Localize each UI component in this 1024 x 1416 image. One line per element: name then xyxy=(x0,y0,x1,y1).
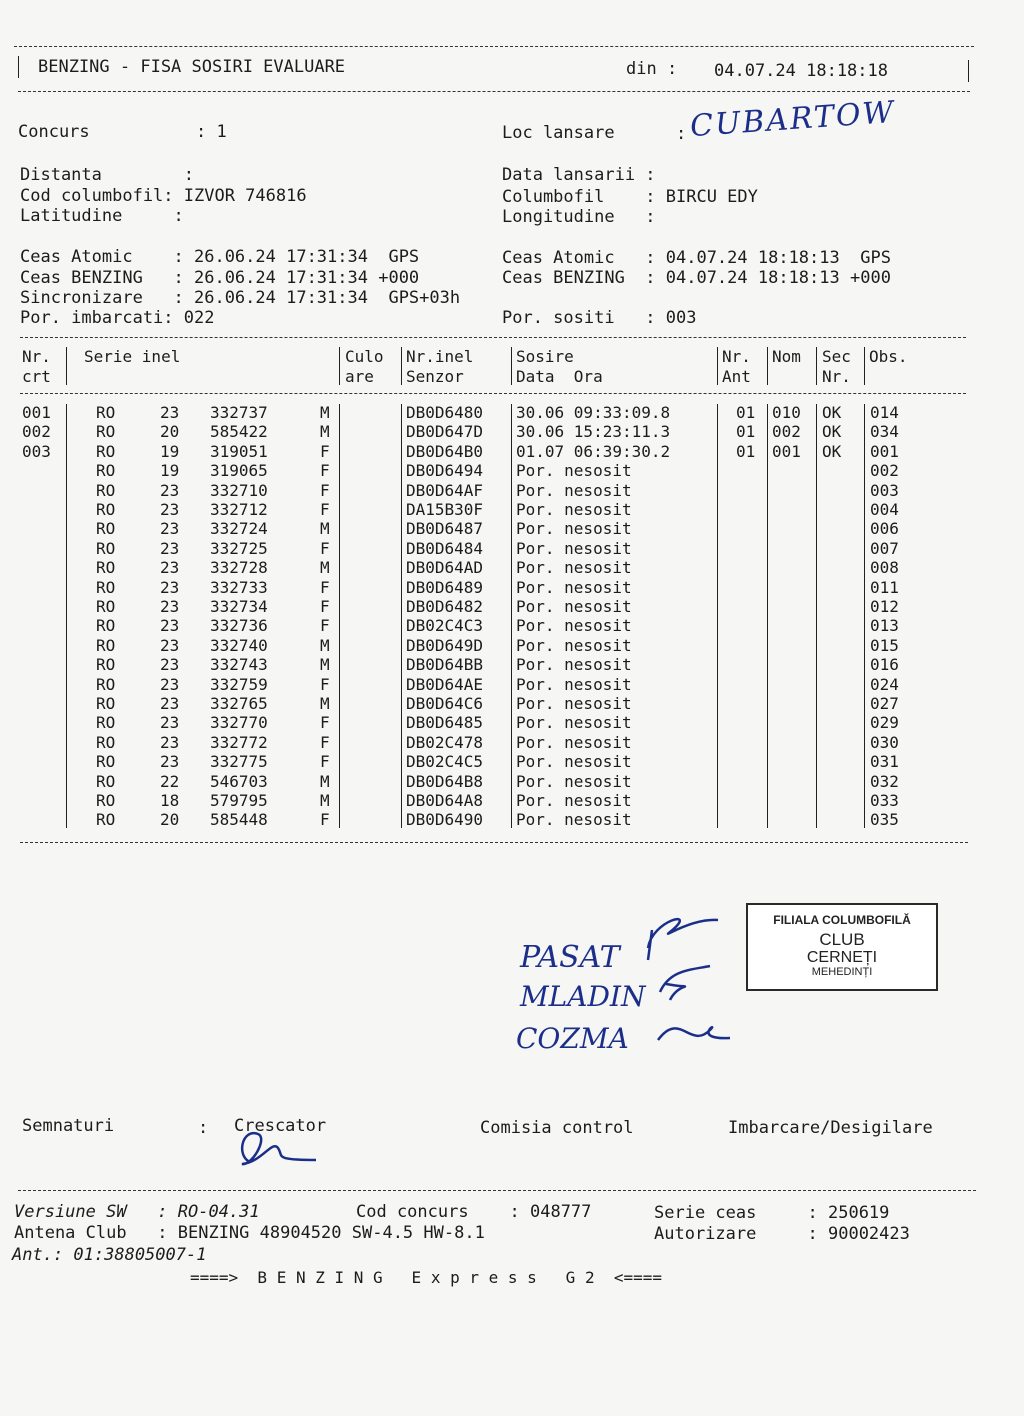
row-year: 23 xyxy=(160,635,180,655)
row-obs: 007 xyxy=(870,538,899,558)
row-country: RO xyxy=(96,791,116,810)
row-sensor: DB0D64AD xyxy=(406,558,484,578)
row-year: 23 xyxy=(160,538,180,558)
row-year: 23 xyxy=(160,403,180,422)
table-row xyxy=(0,578,1024,598)
stamp-line-4: MEHEDINȚI xyxy=(811,966,873,978)
row-sensor: DB0D64AE xyxy=(406,674,484,694)
row-obs: 006 xyxy=(870,519,899,539)
row-sensor: DB0D6485 xyxy=(406,713,484,733)
row-arrival: Por. nesosit xyxy=(516,577,632,597)
crescator-label: Crescator xyxy=(234,1116,327,1136)
row-year: 23 xyxy=(160,577,180,597)
row-country: RO xyxy=(96,616,116,636)
row-antenna: 01 xyxy=(736,403,756,422)
col-header-sec: Sec xyxy=(822,347,851,366)
row-sex: F xyxy=(320,500,330,519)
col-sep xyxy=(717,347,718,385)
row-arrival: Por. nesosit xyxy=(516,713,632,733)
table-row xyxy=(0,500,1024,520)
row-sensor: DB0D64B8 xyxy=(406,771,484,791)
row-ring-number: 332710 xyxy=(210,480,268,500)
row-country: RO xyxy=(96,597,116,616)
row-sensor: DB0D6490 xyxy=(406,810,484,830)
row-nom: 001 xyxy=(772,441,801,461)
row-sex: F xyxy=(320,577,330,597)
stamp-line-2: CLUB xyxy=(819,930,865,949)
longitudine: Longitudine : xyxy=(502,207,656,227)
row-obs: 032 xyxy=(870,771,899,791)
columbofil: Columbofil : BIRCU EDY xyxy=(502,187,758,207)
table-row xyxy=(0,636,1024,656)
handwritten-name-2: MLADIN xyxy=(520,980,646,1013)
table-row xyxy=(0,694,1024,714)
row-sensor: DB0D64C6 xyxy=(406,694,484,713)
stamp-line-3: CERNEȚI xyxy=(806,949,878,966)
row-ring-number: 332775 xyxy=(210,752,268,772)
table-row xyxy=(0,519,1024,539)
row-sensor: DB0D6487 xyxy=(406,519,484,539)
row-sex: F xyxy=(320,713,330,733)
latitudine: Latitudine : xyxy=(20,206,184,226)
row-year: 19 xyxy=(160,461,180,481)
row-arrival: Por. nesosit xyxy=(516,538,632,558)
autorizare: Autorizare : 90002423 xyxy=(654,1224,910,1244)
row-ring-number: 332765 xyxy=(210,694,268,713)
col-sep xyxy=(66,347,67,385)
distanta: Distanta : xyxy=(20,165,194,185)
col-sep xyxy=(339,347,340,385)
row-year: 23 xyxy=(160,558,180,578)
din-label: din : xyxy=(626,59,678,79)
table-row xyxy=(0,539,1024,559)
row-arrival: Por. nesosit xyxy=(516,810,632,830)
col-header-sosire: Sosire xyxy=(516,347,574,366)
row-ring-number: 332743 xyxy=(210,655,268,675)
col-header-obs: Obs. xyxy=(869,347,908,366)
row-sex: F xyxy=(320,674,330,694)
document-title: BENZING - FISA SOSIRI EVALUARE xyxy=(38,57,346,77)
row-sensor: DB0D64AF xyxy=(406,480,484,500)
row-obs: 013 xyxy=(870,616,899,636)
versiune-sw: Versiune SW : RO-04.31 xyxy=(14,1202,260,1222)
row-obs: 003 xyxy=(870,480,899,500)
table-row xyxy=(0,616,1024,636)
divider xyxy=(20,337,966,338)
handwritten-name-1: PASAT xyxy=(520,940,620,975)
row-arrival: Por. nesosit xyxy=(516,519,632,539)
row-sensor: DB0D6494 xyxy=(406,461,484,481)
row-obs: 035 xyxy=(870,810,899,830)
din-value: 04.07.24 18:18:18 xyxy=(714,61,888,81)
col-header-sec-nr: Nr. xyxy=(822,367,851,386)
row-sensor: DB02C4C5 xyxy=(406,752,484,772)
row-sensor: DB0D647D xyxy=(406,422,484,442)
row-ring-number: 332736 xyxy=(210,616,268,636)
row-sensor: DB0D649D xyxy=(406,635,484,655)
table-row xyxy=(0,772,1024,792)
row-year: 23 xyxy=(160,694,180,713)
row-year: 23 xyxy=(160,519,180,539)
row-sec: OK xyxy=(822,441,842,461)
row-obs: 029 xyxy=(870,713,899,733)
row-year: 23 xyxy=(160,732,180,752)
row-obs: 011 xyxy=(870,577,899,597)
row-sex: F xyxy=(320,732,330,752)
row-country: RO xyxy=(96,674,116,694)
row-year: 22 xyxy=(160,771,180,791)
row-ring-number: 332770 xyxy=(210,713,268,733)
divider xyxy=(20,393,966,394)
row-sensor: DB0D6480 xyxy=(406,403,484,422)
table-row xyxy=(0,752,1024,772)
row-arrival: Por. nesosit xyxy=(516,461,632,481)
row-sensor: DB0D6489 xyxy=(406,577,484,597)
antena-club: Antena Club : BENZING 48904520 SW-4.5 HW-8.1 xyxy=(14,1223,485,1243)
row-ring-number: 585422 xyxy=(210,422,268,442)
loc-lansare-value: CUBARTOW xyxy=(689,94,897,145)
row-year: 23 xyxy=(160,752,180,772)
row-nom: 010 xyxy=(772,403,801,422)
row-ring-number: 332772 xyxy=(210,732,268,752)
stamp-line-1: FILIALA COLUMBOFILĂ xyxy=(773,913,911,927)
row-ring-number: 332728 xyxy=(210,558,268,578)
row-country: RO xyxy=(96,732,116,752)
col-sep xyxy=(864,347,865,385)
row-sex: M xyxy=(320,422,330,442)
table-row xyxy=(0,461,1024,481)
row-ring-number: 585448 xyxy=(210,810,268,830)
sincronizare: Sincronizare : 26.06.24 17:31:34 GPS+03h xyxy=(20,288,461,308)
row-sec: OK xyxy=(822,403,842,422)
row-country: RO xyxy=(96,461,116,481)
row-ring-number: 332734 xyxy=(210,597,268,616)
table-row xyxy=(0,558,1024,578)
loc-lansare-sep: : xyxy=(676,124,687,144)
semnaturi-label: Semnaturi xyxy=(22,1116,115,1136)
table-row xyxy=(0,597,1024,617)
row-arrival: Por. nesosit xyxy=(516,752,632,772)
row-country: RO xyxy=(96,500,116,519)
row-sex: M xyxy=(320,694,330,713)
row-year: 23 xyxy=(160,597,180,616)
crescator-signature xyxy=(232,1122,332,1172)
concurs-label: Concurs xyxy=(18,122,90,142)
row-year: 23 xyxy=(160,616,180,636)
table-row xyxy=(0,733,1024,753)
row-ring-number: 332737 xyxy=(210,403,268,422)
col-header-are: are xyxy=(345,367,374,386)
row-sex: F xyxy=(320,616,330,636)
col-header-crt: crt xyxy=(22,367,51,386)
row-obs: 004 xyxy=(870,500,899,519)
row-nr-crt: 001 xyxy=(22,403,51,422)
border-left xyxy=(18,56,19,78)
row-arrival: Por. nesosit xyxy=(516,771,632,791)
table-row xyxy=(0,655,1024,675)
row-obs: 030 xyxy=(870,732,899,752)
row-sex: F xyxy=(320,597,330,616)
row-ring-number: 579795 xyxy=(210,791,268,810)
row-obs: 008 xyxy=(870,558,899,578)
row-arrival: Por. nesosit xyxy=(516,500,632,519)
handwritten-name-3: COZMA xyxy=(516,1022,629,1055)
row-year: 18 xyxy=(160,791,180,810)
row-obs: 015 xyxy=(870,635,899,655)
imbarcare-label: Imbarcare/Desigilare xyxy=(728,1118,933,1138)
row-sensor: DB0D64BB xyxy=(406,655,484,675)
row-country: RO xyxy=(96,403,116,422)
row-obs: 024 xyxy=(870,674,899,694)
row-antenna: 01 xyxy=(736,422,756,442)
row-obs: 002 xyxy=(870,461,899,481)
row-nom: 002 xyxy=(772,422,801,442)
table-row xyxy=(0,791,1024,811)
col-sep xyxy=(511,347,512,385)
concurs-value: : 1 xyxy=(196,122,227,142)
row-arrival: 01.07 06:39:30.2 xyxy=(516,441,671,461)
row-obs: 027 xyxy=(870,694,899,713)
row-obs: 001 xyxy=(870,441,899,461)
row-ring-number: 332759 xyxy=(210,674,268,694)
col-header-nr-ant: Nr. xyxy=(722,347,751,366)
col-sep xyxy=(401,347,402,385)
col-header-nr: Nr. xyxy=(22,347,51,366)
row-country: RO xyxy=(96,694,116,713)
row-country: RO xyxy=(96,752,116,772)
row-arrival: 30.06 09:33:09.8 xyxy=(516,403,671,422)
row-arrival: Por. nesosit xyxy=(516,674,632,694)
row-year: 20 xyxy=(160,810,180,830)
col-header-dataora: Data Ora xyxy=(516,367,603,386)
row-ring-number: 332740 xyxy=(210,635,268,655)
row-obs: 012 xyxy=(870,597,899,616)
divider xyxy=(14,46,974,47)
row-obs: 033 xyxy=(870,791,899,810)
table-row xyxy=(0,481,1024,501)
row-arrival: Por. nesosit xyxy=(516,616,632,636)
row-sex: M xyxy=(320,791,330,810)
row-country: RO xyxy=(96,538,116,558)
row-nr-crt: 003 xyxy=(22,441,51,461)
row-arrival: Por. nesosit xyxy=(516,791,632,810)
row-arrival: Por. nesosit xyxy=(516,597,632,616)
row-country: RO xyxy=(96,655,116,675)
border-right xyxy=(968,60,969,82)
row-year: 19 xyxy=(160,441,180,461)
row-country: RO xyxy=(96,713,116,733)
table-row xyxy=(0,442,1024,462)
row-nr-crt: 002 xyxy=(22,422,51,442)
row-year: 23 xyxy=(160,674,180,694)
row-arrival: Por. nesosit xyxy=(516,655,632,675)
row-arrival: 30.06 15:23:11.3 xyxy=(516,422,671,442)
table-row xyxy=(0,810,1024,830)
ceas-benzing-end: Ceas BENZING : 04.07.24 18:18:13 +000 xyxy=(502,268,891,288)
col-header-ant: Ant xyxy=(722,367,751,386)
row-obs: 016 xyxy=(870,655,899,675)
col-sep xyxy=(767,347,768,385)
row-sensor: DB02C4C3 xyxy=(406,616,484,636)
row-ring-number: 332733 xyxy=(210,577,268,597)
row-obs: 014 xyxy=(870,403,899,422)
col-sep xyxy=(816,347,817,385)
row-antenna: 01 xyxy=(736,441,756,461)
cod-columbofil: Cod columbofil: IZVOR 746816 xyxy=(20,186,307,206)
ceas-atomic-start: Ceas Atomic : 26.06.24 17:31:34 GPS xyxy=(20,247,420,267)
col-header-senzor: Senzor xyxy=(406,367,464,386)
row-country: RO xyxy=(96,558,116,578)
col-header-serie: Serie inel xyxy=(84,347,181,366)
table-row xyxy=(0,422,1024,442)
col-header-culo: Culo xyxy=(345,347,384,366)
row-sensor: DB02C478 xyxy=(406,732,484,752)
row-ring-number: 546703 xyxy=(210,771,268,791)
row-sec: OK xyxy=(822,422,842,442)
row-arrival: Por. nesosit xyxy=(516,558,632,578)
cod-concurs: Cod concurs : 048777 xyxy=(356,1202,592,1222)
row-sensor: DB0D64B0 xyxy=(406,441,484,461)
divider xyxy=(18,1190,976,1191)
row-arrival: Por. nesosit xyxy=(516,480,632,500)
divider xyxy=(20,842,968,843)
benzing-express-banner: ====> B E N Z I N G E x p r e s s G 2 <==== xyxy=(190,1268,663,1287)
row-obs: 034 xyxy=(870,422,899,442)
ceas-benzing-start: Ceas BENZING : 26.06.24 17:31:34 +000 xyxy=(20,268,420,288)
row-sex: M xyxy=(320,771,330,791)
row-country: RO xyxy=(96,635,116,655)
club-stamp xyxy=(746,903,938,991)
row-year: 20 xyxy=(160,422,180,442)
row-country: RO xyxy=(96,577,116,597)
row-sex: M xyxy=(320,635,330,655)
row-arrival: Por. nesosit xyxy=(516,635,632,655)
semnaturi-sep: : xyxy=(198,1118,209,1138)
row-ring-number: 332712 xyxy=(210,500,268,519)
row-country: RO xyxy=(96,480,116,500)
col-header-nom: Nom xyxy=(772,347,801,366)
por-imbarcati: Por. imbarcati: 022 xyxy=(20,308,215,328)
row-sensor: DA15B30F xyxy=(406,500,484,519)
row-ring-number: 319065 xyxy=(210,461,268,481)
antena-id: Ant.: 01:38805007-1 xyxy=(12,1245,207,1265)
row-sensor: DB0D6484 xyxy=(406,538,484,558)
row-year: 23 xyxy=(160,480,180,500)
row-sex: M xyxy=(320,519,330,539)
divider xyxy=(18,91,970,92)
row-sex: F xyxy=(320,441,330,461)
row-sex: F xyxy=(320,752,330,772)
por-sositi: Por. sositi : 003 xyxy=(502,308,697,328)
row-arrival: Por. nesosit xyxy=(516,694,632,713)
row-ring-number: 332724 xyxy=(210,519,268,539)
row-sex: F xyxy=(320,810,330,830)
table-row xyxy=(0,675,1024,695)
col-header-nrinel: Nr.inel xyxy=(406,347,474,366)
row-year: 23 xyxy=(160,500,180,519)
row-year: 23 xyxy=(160,713,180,733)
row-obs: 031 xyxy=(870,752,899,772)
table-row xyxy=(0,403,1024,423)
row-sex: M xyxy=(320,655,330,675)
row-sex: F xyxy=(320,480,330,500)
row-sensor: DB0D6482 xyxy=(406,597,484,616)
row-country: RO xyxy=(96,810,116,830)
row-sex: F xyxy=(320,538,330,558)
row-ring-number: 332725 xyxy=(210,538,268,558)
row-country: RO xyxy=(96,519,116,539)
serie-ceas: Serie ceas : 250619 xyxy=(654,1203,890,1223)
row-sex: F xyxy=(320,461,330,481)
comisia-label: Comisia control xyxy=(480,1118,634,1138)
row-country: RO xyxy=(96,441,116,461)
row-arrival: Por. nesosit xyxy=(516,732,632,752)
ceas-atomic-end: Ceas Atomic : 04.07.24 18:18:13 GPS xyxy=(502,248,891,268)
row-ring-number: 319051 xyxy=(210,441,268,461)
row-country: RO xyxy=(96,771,116,791)
data-lansarii: Data lansarii : xyxy=(502,165,656,185)
loc-lansare-label: Loc lansare xyxy=(502,123,615,143)
signature-scribbles xyxy=(600,900,740,1060)
row-country: RO xyxy=(96,422,116,442)
row-sex: M xyxy=(320,403,330,422)
row-sex: M xyxy=(320,558,330,578)
row-sensor: DB0D64A8 xyxy=(406,791,484,810)
table-row xyxy=(0,713,1024,733)
row-year: 23 xyxy=(160,655,180,675)
